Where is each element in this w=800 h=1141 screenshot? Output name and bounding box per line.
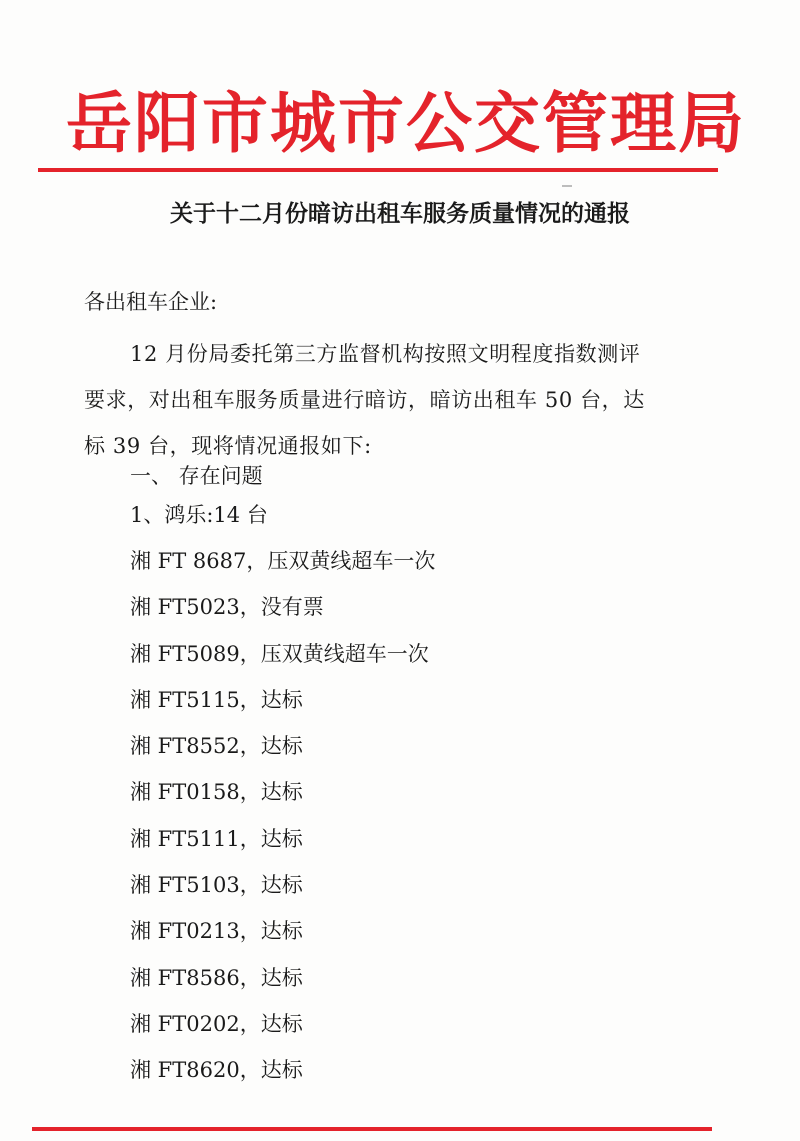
record-item: 湘 FT0202，达标 (130, 1011, 303, 1036)
letterhead-title: 岳阳市城市公交管理局 (66, 84, 746, 162)
record-item: 湘 FT8586，达标 (130, 965, 303, 990)
record-item: 湘 FT0158，达标 (130, 780, 303, 805)
section-heading: 一、 存在问题 (130, 464, 263, 488)
footer-rule (32, 1127, 712, 1131)
record-item: 湘 FT5089，压双黄线超车一次 (130, 641, 429, 666)
company-line: 1、鸿乐:14 台 (130, 503, 268, 527)
record-item: 湘 FT5023，没有票 (130, 595, 324, 620)
paragraph-line-1: 12 月份局委托第三方监督机构按照文明程度指数测评 (130, 342, 641, 366)
letterhead-rule (38, 168, 718, 172)
salutation: 各出租车企业: (84, 290, 218, 314)
notice-subject: 关于十二月份暗访出租车服务质量情况的通报 (170, 201, 630, 227)
record-item: 湘 FT5103，达标 (130, 873, 303, 898)
paragraph-line-3: 标 39 台，现将情况通报如下: (84, 434, 372, 458)
record-item: 湘 FT8620，达标 (130, 1058, 303, 1083)
scan-speck (562, 185, 572, 187)
record-item: 湘 FT5111，达标 (130, 826, 303, 851)
record-list (130, 546, 435, 1102)
paragraph-line-2: 要求，对出租车服务质量进行暗访，暗访出租车 50 台，达 (84, 388, 645, 412)
record-item: 湘 FT0213，达标 (130, 919, 303, 944)
record-item: 湘 FT 8687，压双黄线超车一次 (130, 549, 436, 573)
record-item: 湘 FT5115，达标 (130, 687, 303, 712)
record-item: 湘 FT8552，达标 (130, 734, 303, 759)
